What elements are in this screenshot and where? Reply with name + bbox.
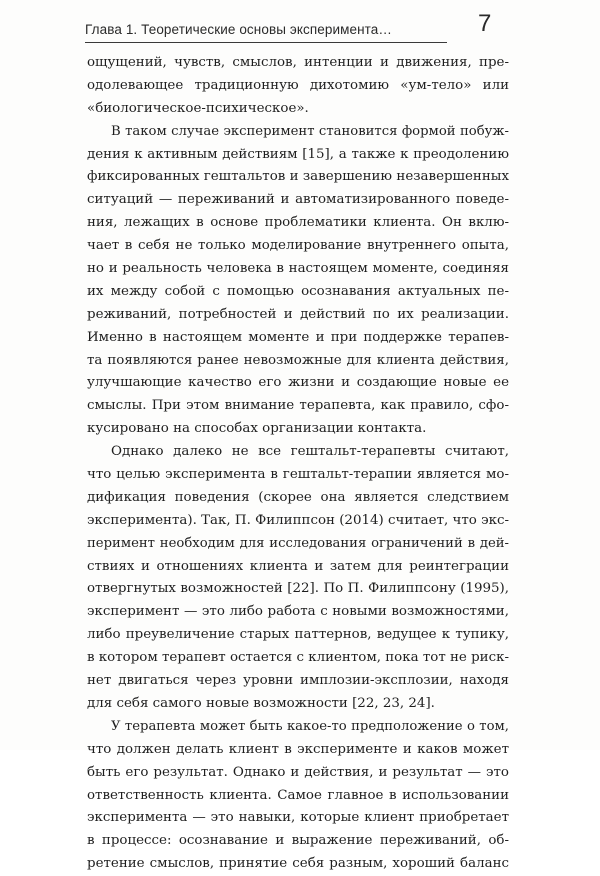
text-line: эксперимента). Так, П. Филиппсон (2014) считает, что экс- <box>87 512 509 528</box>
text-line: одолевающее традиционную дихотомию «ум-тело» или <box>87 77 509 93</box>
text-line: перимент необходим для исследования ограничений в дей- <box>87 535 509 551</box>
text-line: Именно в настоящем моменте и при поддержке терапев- <box>87 329 509 345</box>
text-line: «биологическое-психическое». <box>87 100 309 116</box>
text-line: фиксированных гештальтов и завершению незавершенных <box>87 169 509 185</box>
text-line: но и реальность человека в настоящем моменте, соединяя <box>87 261 509 277</box>
text-line: что должен делать клиент в эксперименте и каков может <box>87 741 509 757</box>
text-line: дификация поведения (скорее она является следствием <box>87 489 509 505</box>
header-rule <box>85 42 447 43</box>
body-text <box>87 52 509 876</box>
text-line: У терапевта может быть какое-то предположение о том, <box>111 718 509 734</box>
text-line: нет двигаться через уровни имплозии-эксплозии, находя <box>87 673 509 689</box>
paragraph-1 <box>87 52 509 121</box>
text-line: что целью эксперимента в гештальт-терапии является мо- <box>87 467 509 483</box>
text-line: Однако далеко не все гештальт-терапевты считают, <box>111 444 509 460</box>
text-line: та появляются ранее невозможные для клиента действия, <box>87 352 509 368</box>
text-line: ствиях и отношениях клиента и затем для реинтеграции <box>87 558 509 574</box>
text-line: для себя самого новые возможности [22, 23, 24]. <box>87 695 435 711</box>
text-line: улучшающие качество его жизни и создающие новые ее <box>87 375 509 391</box>
text-line: эксперимента — это навыки, которые клиент приобретает <box>87 810 509 826</box>
text-line: ответственность клиента. Самое главное в использовании <box>87 787 509 803</box>
text-line: ния, лежащих в основе проблематики клиента. Он вклю- <box>87 215 509 231</box>
text-line: смыслы. При этом внимание терапевта, как правило, сфо- <box>87 398 509 414</box>
page-number: 7 <box>478 10 492 37</box>
text-line: реживаний, потребностей и действий по их реализации. <box>87 306 509 322</box>
text-line: их между собой с помощью осознавания актуальных пе- <box>87 283 509 299</box>
text-line: дения к активным действиям [15], а также к преодолению <box>87 146 509 162</box>
text-line: ситуаций — переживаний и автоматизированного поведе- <box>87 192 509 208</box>
text-line: быть его результат. Однако и действия, и результат — это <box>87 764 509 780</box>
text-line: эксперимент — это либо работа с новыми возможностями, <box>87 604 509 620</box>
text-line: кусировано на способах организации контакта. <box>87 421 427 437</box>
text-line: чает в себя не только моделирование внутреннего опыта, <box>87 238 509 254</box>
running-head: Глава 1. Теоретические основы эксперимента… <box>85 22 393 37</box>
paragraph-2 <box>87 121 509 441</box>
paragraph-4 <box>87 716 509 876</box>
text-line: либо преувеличение старых паттернов, ведущее к тупику, <box>87 627 509 643</box>
text-line: ощущений, чувств, смыслов, интенции и движения, пре- <box>87 55 509 70</box>
text-line: отвергнутых возможностей [22]. По П. Филиппсону (1995), <box>87 581 509 597</box>
text-line: в котором терапевт остается с клиентом, пока тот не риск- <box>87 650 509 666</box>
text-line: ретение смыслов, принятие себя разным, хороший баланс <box>87 856 509 872</box>
text-line: в процессе: осознавание и выражение переживаний, об- <box>87 833 509 849</box>
paragraph-3 <box>87 441 509 716</box>
text-line: В таком случае эксперимент становится формой побуж- <box>111 123 509 139</box>
